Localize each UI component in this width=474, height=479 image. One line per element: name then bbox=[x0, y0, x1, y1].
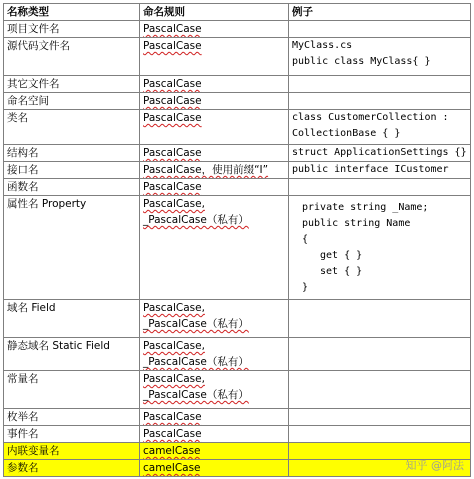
example-line: set { } bbox=[320, 266, 363, 277]
cell-rule bbox=[140, 196, 289, 300]
rule-text: PascalCase bbox=[143, 181, 202, 193]
example-line: public interface ICustomer bbox=[292, 164, 449, 175]
cell-type: 源代码文件名 bbox=[4, 38, 140, 76]
table-row bbox=[4, 38, 471, 76]
naming-convention-table bbox=[3, 3, 471, 477]
cell-rule bbox=[140, 443, 289, 460]
cell-type: 其它文件名 bbox=[4, 76, 140, 93]
cell-rule bbox=[140, 162, 289, 179]
cell-rule bbox=[140, 38, 289, 76]
rule-text: PascalCase, bbox=[143, 302, 205, 314]
header-rule: 命名规则 bbox=[140, 4, 289, 21]
cell-rule bbox=[140, 338, 289, 371]
table-row bbox=[4, 300, 471, 338]
example-line: CollectionBase { } bbox=[292, 128, 401, 139]
example-line: MyClass.cs bbox=[292, 40, 353, 51]
cell-rule bbox=[140, 426, 289, 443]
cell-type: 内联变量名 bbox=[4, 443, 140, 460]
cell-example bbox=[289, 145, 471, 162]
cell-type: 项目文件名 bbox=[4, 21, 140, 38]
header-type: 名称类型 bbox=[4, 4, 140, 21]
cell-example bbox=[289, 338, 471, 371]
rule-text: PascalCase bbox=[143, 112, 202, 124]
table-row bbox=[4, 110, 471, 145]
table-row bbox=[4, 426, 471, 443]
cell-rule bbox=[140, 409, 289, 426]
cell-rule bbox=[140, 179, 289, 196]
rule-text: PascalCase, bbox=[143, 340, 205, 352]
cell-type: 接口名 bbox=[4, 162, 140, 179]
example-line: public class MyClass{ } bbox=[292, 56, 431, 67]
rule-text: PascalCase，使用前缀“I” bbox=[143, 164, 269, 176]
cell-example bbox=[289, 371, 471, 409]
example-line: private string _Name; bbox=[302, 202, 429, 213]
cell-example bbox=[289, 196, 471, 300]
header-example: 例子 bbox=[289, 4, 471, 21]
cell-example bbox=[289, 76, 471, 93]
table-row bbox=[4, 76, 471, 93]
cell-example bbox=[289, 162, 471, 179]
example-line: class CustomerCollection : bbox=[292, 112, 449, 123]
cell-rule bbox=[140, 76, 289, 93]
cell-example bbox=[289, 409, 471, 426]
cell-type: 域名 Field bbox=[4, 300, 140, 338]
rule-text: _PascalCase（私有） bbox=[143, 214, 249, 226]
rule-text: PascalCase bbox=[143, 428, 202, 440]
table-row bbox=[4, 145, 471, 162]
watermark: 知乎 @阿法 bbox=[405, 459, 464, 472]
rule-text: PascalCase, bbox=[143, 198, 205, 210]
cell-type: 属性名 Property bbox=[4, 196, 140, 300]
cell-example bbox=[289, 21, 471, 38]
example-line: } bbox=[302, 282, 309, 293]
example-line: struct ApplicationSettings {} bbox=[292, 147, 467, 158]
rule-text: _PascalCase（私有） bbox=[143, 356, 249, 368]
rule-text: PascalCase, bbox=[143, 373, 205, 385]
table-row bbox=[4, 338, 471, 371]
rule-text: _PascalCase（私有） bbox=[143, 389, 249, 401]
cell-type: 类名 bbox=[4, 110, 140, 145]
table-body bbox=[4, 21, 471, 477]
cell-rule bbox=[140, 93, 289, 110]
table-row bbox=[4, 196, 471, 300]
cell-example bbox=[289, 110, 471, 145]
table-row bbox=[4, 93, 471, 110]
rule-text: _PascalCase（私有） bbox=[143, 318, 249, 330]
cell-type: 常量名 bbox=[4, 371, 140, 409]
cell-rule bbox=[140, 145, 289, 162]
table-row bbox=[4, 443, 471, 460]
table-row bbox=[4, 21, 471, 38]
cell-rule bbox=[140, 371, 289, 409]
rule-text: PascalCase bbox=[143, 95, 202, 107]
cell-type: 事件名 bbox=[4, 426, 140, 443]
cell-type: 结构名 bbox=[4, 145, 140, 162]
cell-type: 枚举名 bbox=[4, 409, 140, 426]
rule-text: PascalCase bbox=[143, 411, 202, 423]
rule-text: PascalCase bbox=[143, 78, 202, 90]
table-row bbox=[4, 162, 471, 179]
rule-text: camelCase bbox=[143, 445, 201, 457]
rule-text: PascalCase bbox=[143, 23, 202, 35]
table-row bbox=[4, 179, 471, 196]
example-line: public string Name bbox=[302, 218, 411, 229]
cell-rule bbox=[140, 110, 289, 145]
cell-rule bbox=[140, 300, 289, 338]
rule-text: PascalCase bbox=[143, 147, 202, 159]
rule-text: PascalCase bbox=[143, 40, 202, 52]
cell-rule bbox=[140, 460, 289, 477]
header-row bbox=[4, 4, 471, 21]
cell-example bbox=[289, 426, 471, 443]
cell-type: 参数名 bbox=[4, 460, 140, 477]
cell-type: 命名空间 bbox=[4, 93, 140, 110]
cell-rule bbox=[140, 21, 289, 38]
cell-example bbox=[289, 300, 471, 338]
rule-text: camelCase bbox=[143, 462, 201, 474]
cell-example bbox=[289, 93, 471, 110]
table-row bbox=[4, 371, 471, 409]
cell-example bbox=[289, 38, 471, 76]
table-row bbox=[4, 409, 471, 426]
cell-type: 函数名 bbox=[4, 179, 140, 196]
cell-example bbox=[289, 179, 471, 196]
table-row bbox=[4, 460, 471, 477]
cell-type: 静态域名 Static Field bbox=[4, 338, 140, 371]
example-line: { bbox=[302, 234, 309, 245]
example-line: get { } bbox=[320, 250, 363, 261]
